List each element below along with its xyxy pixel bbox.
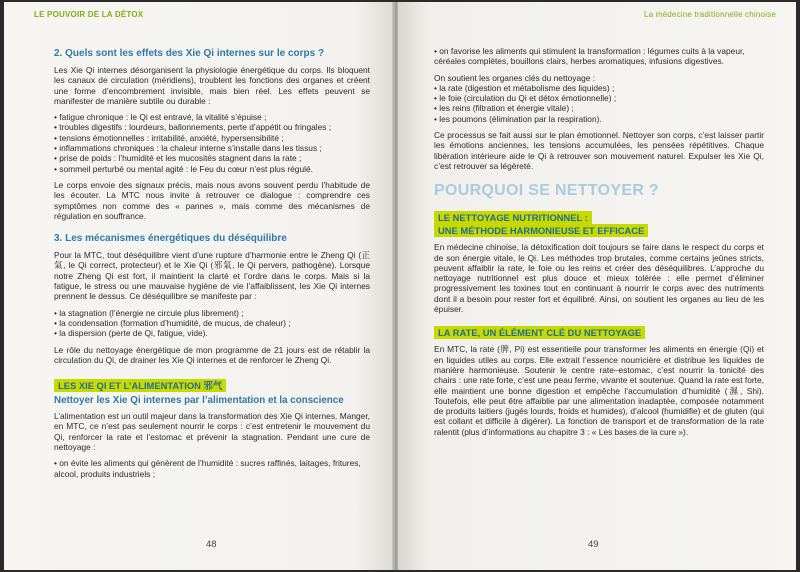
highlight-nettoyage-nutritionnel [434,211,764,237]
left-page-content [54,48,370,485]
highlight-rate: LA RATE, UN ÉLÉMENT CLÉ DU NETTOYAGE [434,326,645,339]
list-item: • on favorise les aliments qui stimulent la transformation : légumes cuits à la vapeur, céréales complètes, bouillons clairs, herbes aromatiques, infusions digestives. [434,46,745,67]
section-3-outro: Le rôle du nettoyage énergétique de mon programme de 21 jours est de rétablir la circulation du Qi, de drainer les Xie Qi internes et de renforcer le Zheng Qi. [54,344,370,365]
list-item: • la dispersion (perte de Qi, fatigue, vide). [54,328,208,339]
list-item: • les reins (filtration et énergie vitale) ; [434,103,574,114]
nutrition-paragraph: En médecine chinoise, la détoxification doit toujours se faire dans le respect du corps et de son énergie vitale, le Qi. Les méthodes trop brutales, comme certains jeûnes stricts, peuvent affaiblir la rate, le foie ou les reins et créer des déséquilibres. L’approche du nettoyage nutritionnel est plus douce et mieux tolérée : elle permet d’éliminer progressivement les toxines tout en continuant à nourrir le corps avec des nutriments dont il a besoin pour rester fort et équilibré. Ainsi, on soutient les organes au lieu de les épuiser. [434,242,764,315]
list-item: • le foie (circulation du Qi et détox émotionnelle) ; [434,93,617,104]
section-2-list [54,112,370,174]
highlight-title-xie-qi: LES XIE QI ET L’ALIMENTATION 邪气 [54,379,226,392]
page-number-right: 49 [588,539,599,550]
section-3-title: 3. Les mécanismes énergétiques du déséquilibre [54,233,287,245]
list-item: • la rate (digestion et métabolisme des liquides) ; [434,82,615,93]
organs-intro: On soutient les organes clés du nettoyage : [434,72,596,83]
list-item: • les poumons (élimination par la respiration). [434,113,602,124]
section-2-intro: Les Xie Qi internes désorganisent la physiologie énergétique du corps. Ils bloquent les canaux de circulation (méridiens), troublent les fonctions des organes et créent une forme d’encombrement invisible, mais bien réel. Les effets peuvent se manifester de manière subtile ou durable : [54,65,370,106]
emotion-paragraph: Ce processus se fait aussi sur le plan émotionnel. Nettoyer son corps, c’est laisser partir les émotions anciennes, les tensions accumulées, les pensées répétitives. Chaque libération intérieure aide le Qi à retrouver son mouvement naturel. Expulser les Xie Qi, c’est retrouver sa légèreté. [434,130,764,171]
organs-list [434,83,764,124]
rate-paragraph: En MTC, la rate (脾, Pi) est essentielle pour transformer les aliments en énergie (Qi) et en liquides utiles au corps. Elle extrait l’essence nourricière et distribue les liquides de manière harmonieuse. Soutenir le centre rate–estomac, c’est nourrir la tonicité des chairs : une rate forte, c’est une peau ferme, vivante et soutenue. Quand la rate est forte, elle maintient une bonne digestion et empêche l’accumulation d’humidité (濕, Shi). Toutefois, elle peut être affaiblie par une alimentation inadaptée, composée notamment de produits laitiers (jugés lourds, froids et humides), d’alcool (humidifie) et de gluten (qui est collant et difficile à digérer). La fonction de transport et de transformation de la rate ralentit (plus d’informations au chapitre 3 : « Les bases de la cure »). [434,344,764,437]
section-2-outro: Le corps envoie des signaux précis, mais nous avons souvent perdu l’habitude de les écouter. La MTC nous invite à retrouver ce dialogue : comprendre ces symptômes non comme des « pannes », mais comme des mécanismes de régulation en souffrance. [54,179,370,221]
list-item: • on évite les aliments qui génèrent de l’humidité : sucres raffinés, laitages, fritures, alcool, produits industriels ; [54,458,361,479]
book-spread [4,2,796,570]
list-item: • tensions émotionnelles : irritabilité, anxiété, hypersensibilité ; [54,132,284,143]
list-item: • troubles digestifs : lourdeurs, ballonnements, perte d’appétit ou fringales ; [54,122,332,133]
highlight-line: LE NETTOYAGE NUTRITIONNEL : [434,211,592,224]
subheading-nettoyer: Nettoyer les Xie Qi internes par l’alimentation et la conscience [54,395,344,407]
section-2-title: 2. Quels sont les effets des Xie Qi internes sur le corps ? [54,48,325,59]
page-number-left: 48 [206,539,217,550]
section-3-intro: Pour la MTC, tout déséquilibre vient d’une rupture d’harmonie entre le Zheng Qi (正 氣, le Qi correct, protecteur) et le Xie Qi (邪氣, le Qi pervers, pathogène). Lorsque notre Zheng Qi est fort, il maintient la clarté et l’ordre dans le corps. Mais si la fatigue, le stress ou une mauvaise hygiène de vie l’affaiblissent, les Xie Qi internes prennent le dessus. Ce déséquilibre se manifeste par : [54,250,370,302]
section-3-list [54,308,370,339]
list-item: • prise de poids : l’humidité et les mucosités stagnent dans la rate ; [54,153,302,164]
list-item: • la condensation (formation d’humidité, de mucus, de chaleur) ; [54,317,291,328]
right-page-content [434,46,764,443]
list-item: • la stagnation (l’énergie ne circule plus librement) ; [54,307,244,318]
chapter-title: POURQUOI SE NETTOYER ? [434,182,659,200]
highlight-line: UNE MÉTHODE HARMONIEUSE ET EFFICACE [434,224,648,237]
list-item: • sommeil perturbé ou mental agité : le Feu du cœur n’est plus régulé. [54,163,313,174]
highlight-rate-wrap [434,326,764,339]
alimentation-intro: L’alimentation est un outil majeur dans la transformation des Xie Qi internes. Manger, en MTC, ce n’est pas seulement nourrir le corps : c’est entretenir le mouvement du Qi, renforcer la rate et l’estomac et prévenir la stagnation. Pendant une cure de nettoyage : [54,411,370,453]
spacer [54,371,370,377]
running-header-right: La médecine traditionnelle chinoise [644,10,776,19]
list-item: • inflammations chroniques : la chaleur interne s’installe dans les tissus ; [54,143,322,154]
left-page [4,2,394,570]
list-item: • fatigue chronique : le Qi est entravé, la vitalité s’épuise ; [54,112,267,123]
running-header-left: LE POUVOIR DE LA DÉTOX [34,10,144,19]
continued-list [434,46,764,67]
right-page [398,2,796,570]
alimentation-list [54,458,370,479]
